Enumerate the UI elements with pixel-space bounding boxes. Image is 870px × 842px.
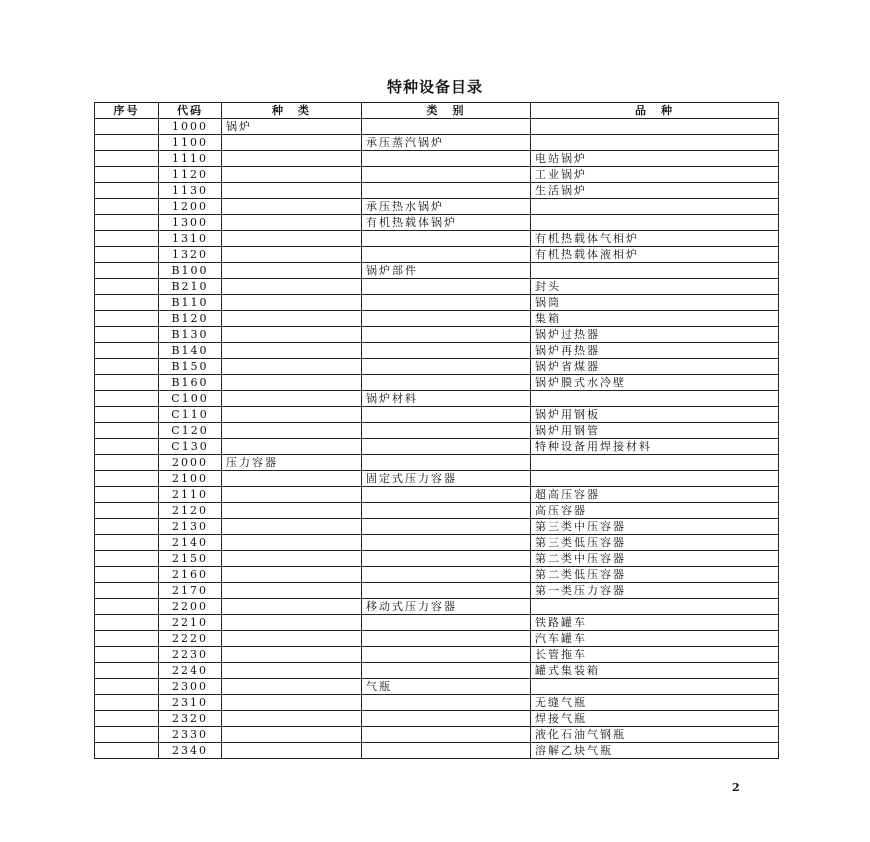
cell-seq — [95, 599, 159, 615]
cell-category — [362, 375, 531, 391]
cell-kind — [222, 471, 362, 487]
cell-variety: 第二类低压容器 — [531, 567, 779, 583]
cell-kind — [222, 487, 362, 503]
cell-variety: 罐式集装箱 — [531, 663, 779, 679]
table-row — [95, 519, 779, 535]
cell-variety — [531, 199, 779, 215]
table-body — [95, 119, 779, 759]
cell-seq — [95, 679, 159, 695]
cell-code: 2320 — [159, 711, 222, 727]
cell-category — [362, 551, 531, 567]
cell-category — [362, 583, 531, 599]
cell-kind — [222, 375, 362, 391]
cell-seq — [95, 551, 159, 567]
cell-seq — [95, 711, 159, 727]
cell-seq — [95, 119, 159, 135]
cell-code: C100 — [159, 391, 222, 407]
cell-code: 2230 — [159, 647, 222, 663]
table-row — [95, 343, 779, 359]
cell-variety — [531, 391, 779, 407]
table-row — [95, 471, 779, 487]
cell-code: 2200 — [159, 599, 222, 615]
cell-kind — [222, 423, 362, 439]
header-variety: 品 种 — [531, 103, 779, 119]
table-row — [95, 167, 779, 183]
cell-seq — [95, 375, 159, 391]
header-category: 类 别 — [362, 103, 531, 119]
cell-seq — [95, 631, 159, 647]
cell-kind — [222, 135, 362, 151]
cell-variety — [531, 263, 779, 279]
table-row — [95, 631, 779, 647]
cell-category: 气瓶 — [362, 679, 531, 695]
cell-variety: 锅炉用钢板 — [531, 407, 779, 423]
cell-category — [362, 535, 531, 551]
cell-category — [362, 519, 531, 535]
cell-kind — [222, 695, 362, 711]
cell-kind — [222, 311, 362, 327]
cell-code: 2130 — [159, 519, 222, 535]
cell-kind — [222, 647, 362, 663]
cell-kind — [222, 407, 362, 423]
cell-kind — [222, 167, 362, 183]
cell-code: 1300 — [159, 215, 222, 231]
table-row — [95, 423, 779, 439]
cell-seq — [95, 423, 159, 439]
cell-seq — [95, 695, 159, 711]
cell-kind — [222, 199, 362, 215]
cell-variety: 集箱 — [531, 311, 779, 327]
cell-code: 2000 — [159, 455, 222, 471]
table-row — [95, 535, 779, 551]
table-row — [95, 215, 779, 231]
cell-seq — [95, 727, 159, 743]
table-row — [95, 183, 779, 199]
cell-code: 2210 — [159, 615, 222, 631]
cell-kind — [222, 727, 362, 743]
cell-kind — [222, 295, 362, 311]
cell-variety: 有机热载体液相炉 — [531, 247, 779, 263]
cell-kind: 锅炉 — [222, 119, 362, 135]
cell-category — [362, 503, 531, 519]
table-row — [95, 599, 779, 615]
cell-variety: 第一类压力容器 — [531, 583, 779, 599]
cell-variety — [531, 215, 779, 231]
table-row — [95, 695, 779, 711]
page-number: 2 — [732, 781, 740, 794]
cell-code: C120 — [159, 423, 222, 439]
cell-category — [362, 615, 531, 631]
cell-kind — [222, 263, 362, 279]
cell-seq — [95, 407, 159, 423]
cell-variety: 长管拖车 — [531, 647, 779, 663]
cell-kind — [222, 247, 362, 263]
table-row — [95, 439, 779, 455]
cell-variety — [531, 679, 779, 695]
table-row — [95, 311, 779, 327]
table-row — [95, 247, 779, 263]
cell-code: B130 — [159, 327, 222, 343]
cell-variety: 特种设备用焊接材料 — [531, 439, 779, 455]
cell-variety: 第二类中压容器 — [531, 551, 779, 567]
cell-seq — [95, 583, 159, 599]
cell-kind — [222, 343, 362, 359]
cell-code: 2310 — [159, 695, 222, 711]
cell-variety — [531, 471, 779, 487]
cell-variety: 电站锅炉 — [531, 151, 779, 167]
cell-seq — [95, 471, 159, 487]
table-row — [95, 295, 779, 311]
cell-kind — [222, 679, 362, 695]
cell-variety: 第三类低压容器 — [531, 535, 779, 551]
cell-category — [362, 183, 531, 199]
table-row — [95, 455, 779, 471]
table-row — [95, 327, 779, 343]
cell-category — [362, 119, 531, 135]
cell-category — [362, 167, 531, 183]
table-row — [95, 407, 779, 423]
cell-seq — [95, 199, 159, 215]
cell-kind — [222, 583, 362, 599]
cell-seq — [95, 151, 159, 167]
cell-kind — [222, 439, 362, 455]
table-row — [95, 263, 779, 279]
cell-kind — [222, 663, 362, 679]
cell-variety: 封头 — [531, 279, 779, 295]
cell-code: B140 — [159, 343, 222, 359]
cell-code: 2160 — [159, 567, 222, 583]
cell-kind — [222, 551, 362, 567]
cell-variety: 第三类中压容器 — [531, 519, 779, 535]
table-row — [95, 583, 779, 599]
cell-code: B150 — [159, 359, 222, 375]
cell-variety — [531, 119, 779, 135]
table-row — [95, 375, 779, 391]
cell-variety: 溶解乙炔气瓶 — [531, 743, 779, 759]
cell-seq — [95, 311, 159, 327]
cell-variety: 锅炉过热器 — [531, 327, 779, 343]
cell-category — [362, 231, 531, 247]
table-row — [95, 567, 779, 583]
cell-category — [362, 327, 531, 343]
table-row — [95, 743, 779, 759]
header-seq: 序号 — [95, 103, 159, 119]
cell-seq — [95, 439, 159, 455]
cell-code: 1200 — [159, 199, 222, 215]
cell-seq — [95, 615, 159, 631]
cell-code: 1320 — [159, 247, 222, 263]
table-row — [95, 615, 779, 631]
cell-variety: 无缝气瓶 — [531, 695, 779, 711]
cell-category — [362, 359, 531, 375]
cell-seq — [95, 263, 159, 279]
cell-category: 有机热载体锅炉 — [362, 215, 531, 231]
cell-category — [362, 727, 531, 743]
cell-variety: 超高压容器 — [531, 487, 779, 503]
cell-seq — [95, 167, 159, 183]
cell-category — [362, 663, 531, 679]
cell-seq — [95, 519, 159, 535]
table-row — [95, 135, 779, 151]
cell-code: 2120 — [159, 503, 222, 519]
cell-category — [362, 631, 531, 647]
cell-category — [362, 151, 531, 167]
cell-seq — [95, 327, 159, 343]
cell-category — [362, 423, 531, 439]
cell-code: 1120 — [159, 167, 222, 183]
cell-variety: 液化石油气钢瓶 — [531, 727, 779, 743]
table-row — [95, 391, 779, 407]
cell-category — [362, 295, 531, 311]
cell-category — [362, 279, 531, 295]
cell-code: 2150 — [159, 551, 222, 567]
cell-code: 2220 — [159, 631, 222, 647]
cell-code: 2140 — [159, 535, 222, 551]
cell-variety: 生活锅炉 — [531, 183, 779, 199]
cell-category — [362, 247, 531, 263]
cell-code: B160 — [159, 375, 222, 391]
cell-category — [362, 455, 531, 471]
cell-category — [362, 311, 531, 327]
cell-code: B110 — [159, 295, 222, 311]
cell-category — [362, 567, 531, 583]
cell-code: B100 — [159, 263, 222, 279]
cell-code: 1100 — [159, 135, 222, 151]
cell-kind — [222, 503, 362, 519]
cell-category — [362, 647, 531, 663]
table-row — [95, 679, 779, 695]
cell-kind — [222, 279, 362, 295]
cell-code: 2170 — [159, 583, 222, 599]
table-row — [95, 551, 779, 567]
cell-kind — [222, 615, 362, 631]
table-row — [95, 279, 779, 295]
table-row — [95, 151, 779, 167]
cell-category: 移动式压力容器 — [362, 599, 531, 615]
cell-code: B210 — [159, 279, 222, 295]
cell-seq — [95, 295, 159, 311]
cell-kind: 压力容器 — [222, 455, 362, 471]
cell-code: 1000 — [159, 119, 222, 135]
header-code: 代码 — [159, 103, 222, 119]
cell-code: 1110 — [159, 151, 222, 167]
cell-kind — [222, 215, 362, 231]
cell-category: 承压热水锅炉 — [362, 199, 531, 215]
cell-variety: 锅炉再热器 — [531, 343, 779, 359]
cell-variety: 汽车罐车 — [531, 631, 779, 647]
cell-variety: 锅炉省煤器 — [531, 359, 779, 375]
cell-code: C110 — [159, 407, 222, 423]
cell-code: 2110 — [159, 487, 222, 503]
cell-variety — [531, 455, 779, 471]
cell-category: 承压蒸汽锅炉 — [362, 135, 531, 151]
cell-code: C130 — [159, 439, 222, 455]
cell-seq — [95, 247, 159, 263]
cell-category: 锅炉部件 — [362, 263, 531, 279]
cell-code: B120 — [159, 311, 222, 327]
cell-seq — [95, 359, 159, 375]
cell-variety: 高压容器 — [531, 503, 779, 519]
cell-seq — [95, 535, 159, 551]
cell-kind — [222, 535, 362, 551]
cell-variety: 有机热载体气相炉 — [531, 231, 779, 247]
cell-category: 固定式压力容器 — [362, 471, 531, 487]
cell-kind — [222, 359, 362, 375]
table-header-row — [95, 103, 779, 119]
cell-seq — [95, 455, 159, 471]
cell-kind — [222, 391, 362, 407]
cell-kind — [222, 599, 362, 615]
cell-variety: 铁路罐车 — [531, 615, 779, 631]
cell-kind — [222, 567, 362, 583]
cell-seq — [95, 663, 159, 679]
cell-kind — [222, 183, 362, 199]
page-title: 特种设备目录 — [386, 78, 483, 96]
cell-category — [362, 407, 531, 423]
cell-seq — [95, 343, 159, 359]
cell-seq — [95, 487, 159, 503]
cell-code: 2100 — [159, 471, 222, 487]
table-row — [95, 727, 779, 743]
cell-variety: 锅筒 — [531, 295, 779, 311]
cell-kind — [222, 519, 362, 535]
table-row — [95, 487, 779, 503]
cell-seq — [95, 567, 159, 583]
cell-code: 2330 — [159, 727, 222, 743]
cell-variety: 焊接气瓶 — [531, 711, 779, 727]
cell-variety — [531, 599, 779, 615]
cell-kind — [222, 151, 362, 167]
cell-seq — [95, 135, 159, 151]
cell-seq — [95, 391, 159, 407]
cell-seq — [95, 503, 159, 519]
cell-kind — [222, 327, 362, 343]
cell-variety — [531, 135, 779, 151]
cell-variety: 锅炉用钢管 — [531, 423, 779, 439]
cell-seq — [95, 231, 159, 247]
cell-code: 2240 — [159, 663, 222, 679]
table-row — [95, 647, 779, 663]
cell-seq — [95, 647, 159, 663]
table-row — [95, 663, 779, 679]
cell-category — [362, 711, 531, 727]
cell-seq — [95, 215, 159, 231]
cell-kind — [222, 631, 362, 647]
cell-category — [362, 743, 531, 759]
table-row — [95, 231, 779, 247]
table-row — [95, 119, 779, 135]
cell-seq — [95, 743, 159, 759]
cell-code: 2300 — [159, 679, 222, 695]
table-row — [95, 711, 779, 727]
cell-seq — [95, 279, 159, 295]
cell-category — [362, 343, 531, 359]
cell-code: 1130 — [159, 183, 222, 199]
cell-kind — [222, 231, 362, 247]
table-row — [95, 503, 779, 519]
equipment-catalog-table — [94, 102, 779, 759]
cell-code: 2340 — [159, 743, 222, 759]
table-row — [95, 199, 779, 215]
table-row — [95, 359, 779, 375]
cell-category — [362, 695, 531, 711]
cell-category: 锅炉材料 — [362, 391, 531, 407]
header-kind: 种 类 — [222, 103, 362, 119]
cell-variety: 工业锅炉 — [531, 167, 779, 183]
cell-category — [362, 439, 531, 455]
cell-kind — [222, 743, 362, 759]
cell-code: 1310 — [159, 231, 222, 247]
cell-seq — [95, 183, 159, 199]
cell-variety: 锅炉膜式水冷壁 — [531, 375, 779, 391]
cell-kind — [222, 711, 362, 727]
cell-category — [362, 487, 531, 503]
